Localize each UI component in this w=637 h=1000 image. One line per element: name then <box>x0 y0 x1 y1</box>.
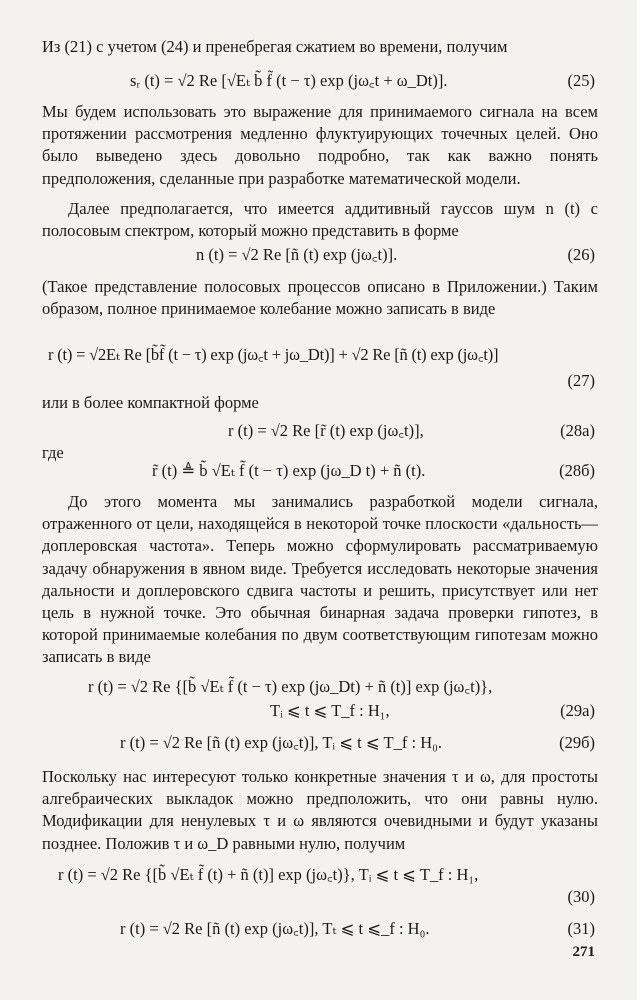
equation-27: r (t) = √2Eₜ Re [b̃f̃ (t − τ) exp (jω꜀t + jω_Dt)] + √2 Re [ñ (t) exp (jω꜀t)] <box>48 345 499 364</box>
equation-number-28b: (28б) <box>559 461 595 480</box>
paragraph-detection-problem: До этого момента мы занимались разработкой модели сигнала, отраженного от цели, находящейся в некоторой точке плоскости «дальность—доплеровская частота». Теперь можно сформулировать рассматриваемую задачу обнаружения в явном виде. Требуется исследовать некоторые значения дальности и доплеровского сдвига частоты и решить, присутствует или нет цель в нужной точке. Это обычная бинарная задача проверки гипотез, в которой принимаемые колебания по двум соответствующим гипотезам можно записать в виде <box>42 492 598 667</box>
paragraph-where: где <box>42 443 64 462</box>
equation-29a-line2: Tᵢ ⩽ t ⩽ T_f : H₁, <box>270 701 390 720</box>
equation-number-29b: (29б) <box>559 733 595 752</box>
equation-number-26: (26) <box>567 245 595 264</box>
paragraph-bandpass-note: (Такое представление полосовых процессов описано в Приложении.) Таким образом, полное принимаемое колебание можно записать в виде <box>42 277 598 319</box>
equation-28a: r (t) = √2 Re [r̃ (t) exp (jω꜀t)], <box>228 421 424 440</box>
paragraph-intro: Из (21) с учетом (24) и пренебрегая сжатием во времени, получим <box>42 37 508 56</box>
equation-number-31: (31) <box>567 919 595 938</box>
paragraph-noise-assumption: Далее предполагается, что имеется аддитивный гауссов шум n (t) с полосовым спектром, который можно представить в форме <box>42 199 598 241</box>
equation-29b: r (t) = √2 Re [ñ (t) exp (jω꜀t)], Tᵢ ⩽ t ⩽ T_f : H₀. <box>120 733 442 752</box>
page-number: 271 <box>572 944 595 960</box>
equation-28b: r̃ (t) ≜ b̃ √Eₜ f̃ (t − τ) exp (jω_D t) + ñ (t). <box>152 461 426 480</box>
paragraph-simplification: Поскольку нас интересуют только конкретные значения τ и ω, для простоты алгебраических выкладок можно предположить, что они равны нулю. Модификации для ненулевых τ и ω являются очевидными и будут указаны позднее. Положив τ и ω_D равными нулю, получим <box>42 767 598 853</box>
equation-31: r (t) = √2 Re [ñ (t) exp (jω꜀t)], Tₜ ⩽ t ⩽_f : H₀. <box>120 919 430 938</box>
equation-26: n (t) = √2 Re [ñ (t) exp (jω꜀t)]. <box>196 245 398 264</box>
equation-30: r (t) = √2 Re {[b̃ √Eₜ f̃ (t) + ñ (t)] exp (jω꜀t)}, Tᵢ ⩽ t ⩽ T_f : H₁, <box>58 865 479 884</box>
equation-29a-line1: r (t) = √2 Re {[b̃ √Eₜ f̃ (t − τ) exp (jω_Dt) + ñ (t)] exp (jω꜀t)}, <box>88 677 493 696</box>
equation-number-25: (25) <box>567 71 595 90</box>
equation-number-27: (27) <box>567 371 595 390</box>
equation-number-30: (30) <box>567 887 595 906</box>
paragraph-signal-usage: Мы будем использовать это выражение для принимаемого сигнала на всем протяжении рассмотрения медленно флуктуирующих точечных целей. Оно было выведено здесь довольно подробно, так как важно понять предположения, сделанные при разработке математической модели. <box>42 102 598 188</box>
equation-25: sᵣ (t) = √2 Re [√Eₜ b̃ f̃ (t − τ) exp (jω꜀t + ω_Dt)]. <box>130 71 448 90</box>
paragraph-compact-form: или в более компактной форме <box>42 393 259 412</box>
equation-number-29a: (29a) <box>560 701 595 720</box>
equation-number-28a: (28a) <box>560 421 595 440</box>
